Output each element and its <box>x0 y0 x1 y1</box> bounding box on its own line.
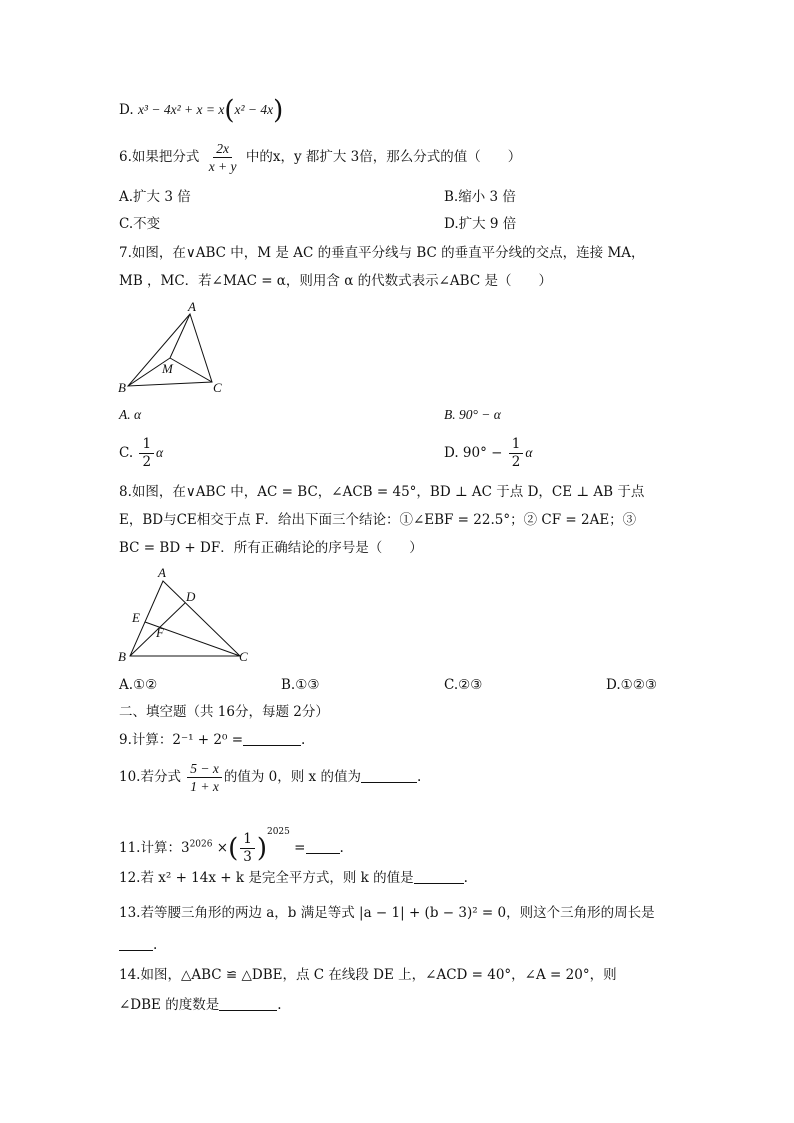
q8-option-a: A.①② <box>119 677 158 693</box>
option-text: α <box>156 445 164 460</box>
period: . <box>463 870 468 886</box>
equals-sign: = <box>289 840 306 856</box>
q8-stem-line1: 8.如图，在∨ABC 中，AC = BC，∠ACB = 45°，BD ⊥ AC 于点 D，CE ⊥ AB 于点 <box>119 484 645 500</box>
label-d: D <box>186 589 196 604</box>
q7-option-a <box>119 405 141 425</box>
q12-text: 12.若 x² + 14x + k 是完全平方式，则 k 的值是 <box>119 870 414 886</box>
third-fraction <box>240 831 255 866</box>
label-e: E <box>132 610 140 625</box>
q7-option-c <box>119 436 163 471</box>
answer-blank[interactable] <box>119 936 153 951</box>
segment-ma <box>170 314 190 358</box>
q14-stem-line2 <box>119 995 282 1015</box>
label-c: C <box>239 649 248 664</box>
q8-triangle-figure <box>112 564 262 666</box>
q7-triangle-figure <box>112 298 232 398</box>
q8-option-d: D.①②③ <box>606 677 657 693</box>
q10-post: 的值为 0，则 x 的值为 <box>223 769 361 785</box>
q6-stem <box>119 140 521 175</box>
half-fraction <box>509 436 524 471</box>
option-text: A. α <box>119 407 142 422</box>
fraction-denominator: 2 <box>511 454 521 470</box>
fraction-numerator: 5 − x <box>187 760 222 778</box>
label-m: M <box>162 361 173 376</box>
paren-open: ( <box>224 95 235 126</box>
q6-option-c: C.不变 <box>119 216 161 232</box>
q13-stem-line1: 13.若等腰三角形的两边 a，b 满足等式 |a − 1| + (b − 3)² = 0，则这个三角形的周长是 <box>119 905 655 921</box>
period: . <box>301 732 306 748</box>
option-label: D. <box>119 102 134 118</box>
label-f: F <box>156 625 164 640</box>
exponent: 2026 <box>189 839 213 850</box>
q9-text: 9.计算：2⁻¹ + 2⁰ = <box>119 732 244 748</box>
q11-stem <box>119 822 344 866</box>
q12-stem <box>119 868 468 888</box>
q8-stem-line2: E，BD与CE相交于点 F．给出下面三个结论：①∠EBF = 22.5°；② CF = 2AE；③ <box>119 512 637 528</box>
exponent: 2025 <box>266 827 290 837</box>
label-c: C <box>213 380 222 395</box>
label-a: A <box>188 299 196 314</box>
q8-option-c: C.②③ <box>444 677 483 693</box>
paren-open: ( <box>228 833 239 864</box>
answer-blank[interactable] <box>414 869 464 884</box>
fraction-denominator: 1 + x <box>190 779 219 794</box>
triangle-abc <box>130 581 240 656</box>
answer-blank[interactable] <box>243 731 301 746</box>
label-b: B <box>118 380 126 395</box>
label-b: B <box>118 649 126 664</box>
paren-close: ) <box>273 95 284 126</box>
q7-option-b <box>444 405 501 425</box>
option-label: C. <box>119 445 134 461</box>
answer-blank[interactable] <box>361 768 417 783</box>
period: . <box>277 997 282 1013</box>
q6-option-d: D.扩大 9 倍 <box>444 216 517 232</box>
q14-text: ∠DBE 的度数是 <box>119 997 220 1013</box>
q5-option-d <box>119 95 284 126</box>
period: . <box>339 840 344 856</box>
fraction-numerator: 1 <box>240 831 255 849</box>
q7-option-d <box>444 436 532 471</box>
answer-blank[interactable] <box>306 839 340 854</box>
q13-stem-line2 <box>119 935 157 955</box>
q7-stem-line2: MB ，MC．若∠MAC = α，则用含 α 的代数式表示∠ABC 是（ ） <box>119 273 552 289</box>
equation-inner: x² − 4x <box>234 102 274 117</box>
paren-close: ) <box>256 833 267 864</box>
fraction-numerator: 2x <box>213 140 232 158</box>
q10-fraction <box>187 760 222 795</box>
option-label: D. 90° − <box>444 445 503 461</box>
q8-option-b: B.①③ <box>281 677 320 693</box>
half-fraction <box>139 436 154 471</box>
q10-stem <box>119 760 421 795</box>
q9-stem <box>119 730 305 750</box>
fraction-numerator: 1 <box>509 436 524 454</box>
times-sign: × <box>212 840 229 856</box>
option-text: B. 90° − α <box>444 407 501 422</box>
answer-blank[interactable] <box>219 996 277 1011</box>
q6-fraction <box>206 140 240 175</box>
section-heading: 二、填空题（共 16分，每题 2分） <box>119 704 329 720</box>
fraction-denominator: 3 <box>243 849 252 865</box>
label-a: A <box>158 565 166 580</box>
q6-option-b: B.缩小 3 倍 <box>444 189 516 205</box>
q10-pre: 10.若分式 <box>119 769 181 785</box>
fraction-denominator: 2 <box>142 454 152 470</box>
option-text: α <box>525 445 533 460</box>
q8-stem-line3: BC = BD + DF．所有正确结论的序号是（ ） <box>119 540 423 556</box>
q6-pre: 6.如果把分式 <box>119 149 200 165</box>
q7-stem-line1: 7.如图，在∨ABC 中，M 是 AC 的垂直平分线与 BC 的垂直平分线的交点，连接 MA， <box>119 245 645 261</box>
q11-pre: 11.计算：3 <box>119 840 190 856</box>
fraction-numerator: 1 <box>139 436 154 454</box>
equation-lhs: x³ − 4x² + x = x <box>137 102 225 117</box>
fraction-denominator: x + y <box>208 159 237 174</box>
period: . <box>416 769 422 785</box>
q14-stem-line1: 14.如图，△ABC ≌ △DBE，点 C 在线段 DE 上，∠ACD = 40°，∠A = 20°，则 <box>119 967 617 983</box>
q6-option-a: A.扩大 3 倍 <box>119 189 191 205</box>
q6-post: 中的x，y 都扩大 3倍，那么分式的值（ ） <box>245 149 522 165</box>
period: . <box>153 937 158 953</box>
